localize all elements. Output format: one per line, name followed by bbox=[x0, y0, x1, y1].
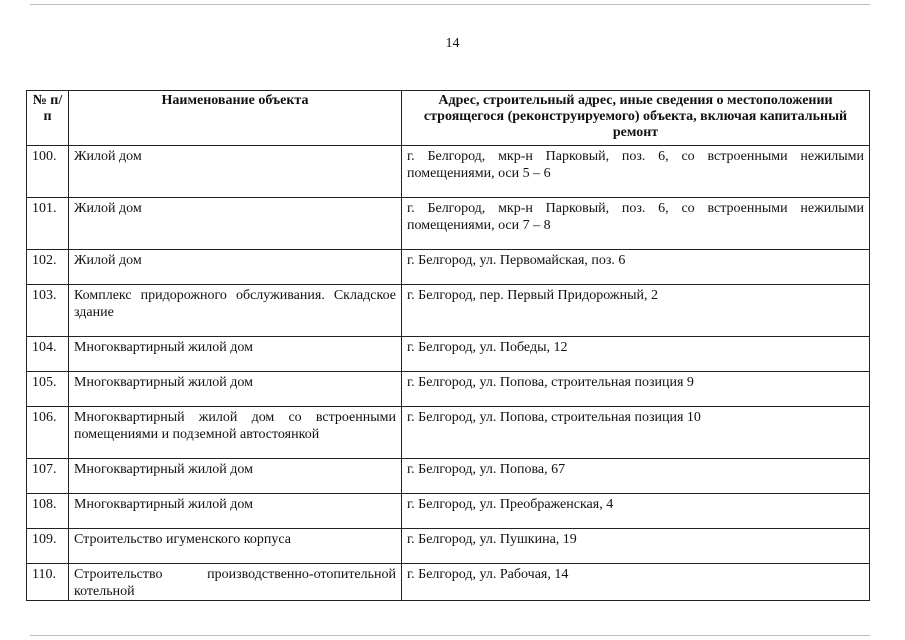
page-number: 14 bbox=[445, 36, 460, 51]
row-num: 102. bbox=[27, 250, 69, 285]
row-name: Жилой дом bbox=[69, 198, 402, 250]
row-num: 110. bbox=[27, 564, 69, 601]
header-name: Наименование объекта bbox=[69, 91, 402, 146]
row-num: 103. bbox=[27, 285, 69, 337]
row-name: Многоквартирный жилой дом bbox=[69, 337, 402, 372]
row-address: г. Белгород, ул. Пушкина, 19 bbox=[402, 529, 870, 564]
objects-table bbox=[26, 90, 870, 601]
row-name: Жилой дом bbox=[69, 250, 402, 285]
table-row bbox=[27, 529, 870, 564]
row-name: Многоквартирный жилой дом со встроенными помещениями и подземной автостоянкой bbox=[69, 407, 402, 459]
row-address: г. Белгород, мкр-н Парковый, поз. 6, со встроенными нежилыми помещениями, оси 7 – 8 bbox=[402, 198, 870, 250]
scan-edge-bottom bbox=[30, 635, 870, 636]
row-name: Комплекс придорожного обслуживания. Складское здание bbox=[69, 285, 402, 337]
table-header-row bbox=[27, 91, 870, 146]
row-address: г. Белгород, ул. Первомайская, поз. 6 bbox=[402, 250, 870, 285]
table-row bbox=[27, 250, 870, 285]
row-num: 106. bbox=[27, 407, 69, 459]
row-name: Многоквартирный жилой дом bbox=[69, 459, 402, 494]
row-num: 101. bbox=[27, 198, 69, 250]
scan-edge-top bbox=[30, 4, 870, 5]
table-row bbox=[27, 459, 870, 494]
row-address: г. Белгород, ул. Победы, 12 bbox=[402, 337, 870, 372]
row-num: 105. bbox=[27, 372, 69, 407]
table-row bbox=[27, 564, 870, 601]
table-row bbox=[27, 494, 870, 529]
row-name: Многоквартирный жилой дом bbox=[69, 372, 402, 407]
row-num: 100. bbox=[27, 146, 69, 198]
row-address: г. Белгород, ул. Попова, строительная позиция 9 bbox=[402, 372, 870, 407]
row-num: 104. bbox=[27, 337, 69, 372]
row-num: 109. bbox=[27, 529, 69, 564]
row-address: г. Белгород, ул. Попова, строительная позиция 10 bbox=[402, 407, 870, 459]
table-row bbox=[27, 337, 870, 372]
row-name: Многоквартирный жилой дом bbox=[69, 494, 402, 529]
row-address: г. Белгород, ул. Рабочая, 14 bbox=[402, 564, 870, 601]
table-row bbox=[27, 146, 870, 198]
table-row bbox=[27, 285, 870, 337]
row-name: Жилой дом bbox=[69, 146, 402, 198]
row-num: 108. bbox=[27, 494, 69, 529]
row-address: г. Белгород, мкр-н Парковый, поз. 6, со встроенными нежилыми помещениями, оси 5 – 6 bbox=[402, 146, 870, 198]
header-address: Адрес, строительный адрес, иные сведения о местоположении строящегося (реконструируемого) объекта, включая капитальный ремонт bbox=[402, 91, 870, 146]
row-num: 107. bbox=[27, 459, 69, 494]
row-name: Строительство производственно-отопительной котельной bbox=[69, 564, 402, 601]
table-row bbox=[27, 372, 870, 407]
row-address: г. Белгород, ул. Попова, 67 bbox=[402, 459, 870, 494]
row-address: г. Белгород, пер. Первый Придорожный, 2 bbox=[402, 285, 870, 337]
row-address: г. Белгород, ул. Преображенская, 4 bbox=[402, 494, 870, 529]
header-num: № п/п bbox=[27, 91, 69, 146]
table-row bbox=[27, 407, 870, 459]
row-name: Строительство игуменского корпуса bbox=[69, 529, 402, 564]
table-row bbox=[27, 198, 870, 250]
